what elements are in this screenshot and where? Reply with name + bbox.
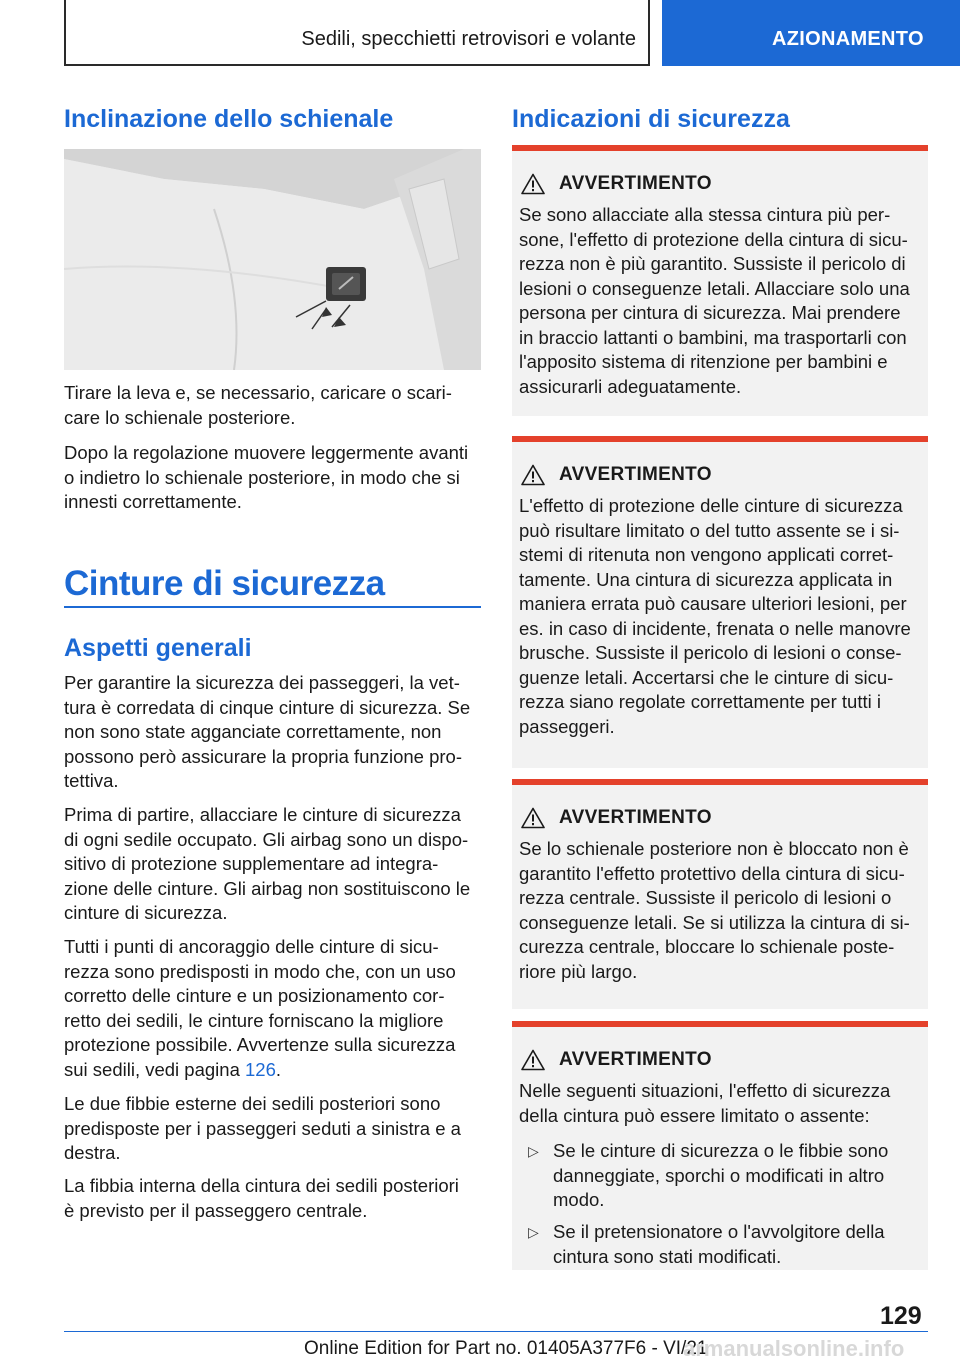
warning-text: L'effetto di protezione delle cinture di sicurezza può risultare limitato o del tutto assente se i si- stemi di ritenuta non vengono applicati corret- tamente. Una cintura di sicurezza applicata in maniera errata può causare ulteriori lesioni, per es. in caso di incidente, frenata o nelle manovre brusche. Sussiste il pericolo di lesioni o conse- guenze letali. Accertarsi che le cinture di sicu- rezza siano regolate correttamente per tutti i passeggeri. (519, 495, 911, 737)
warning-box-4 (512, 1021, 928, 1270)
warning-triangle-icon (521, 173, 545, 195)
header-chapter-tab (662, 0, 960, 66)
bullet-triangle-icon: ▷ (528, 1143, 539, 1159)
warning-text: Se lo schienale posteriore non è bloccato non è garantito l'effetto protettivo della cintura di sicu- rezza centrale. Sussiste il pericolo di lesioni o conseguenze letali. Se si utilizza la cintura di si- curezza centrale, bloccare lo schienale poste- riore più largo. (519, 838, 910, 982)
backrest-lever-illustration (64, 149, 481, 370)
seatbelts-heading: Cinture di sicurezza (64, 564, 385, 603)
backrest-paragraph-1: Tirare la leva e, se necessario, caricare o scari- care lo schienale posteriore. (64, 382, 452, 428)
warning-triangle-icon (521, 807, 545, 829)
warning-title: AVVERTIMENTO (559, 1049, 712, 1070)
general-heading: Aspetti generali (64, 634, 252, 662)
bullet-triangle-icon: ▷ (528, 1224, 539, 1240)
header-section-title: Sedili, specchietti retrovisori e volante (301, 28, 636, 50)
warning-text: Nelle seguenti situazioni, l'effetto di sicurezza della cintura può essere limitato o assente: (519, 1080, 891, 1126)
list-item (519, 1220, 923, 1270)
warning-title: AVVERTIMENTO (559, 464, 712, 485)
general-paragraph-3-end: . (275, 1058, 282, 1080)
warning-triangle-icon (521, 464, 545, 486)
header-section-box (64, 0, 650, 66)
general-paragraph-1: Per garantire la sicurezza dei passeggeri, la vet- tura è corredata di cinque cinture di sicurezza. Se non sono state agganciate correttamente, non possono però assicurare la propria funzione pro- tettiva. (64, 672, 471, 791)
list-item-text: Se il pretensionatore o l'avvolgitore della cintura sono stati modificati. (553, 1221, 885, 1267)
watermark: armanualsonline.info (683, 1336, 905, 1361)
warning-text: Se sono allacciate alla stessa cintura più per- sone, l'effetto di protezione della cintura di sicu- rezza non è più garantito. Sussiste il pericolo di lesioni o conseguenze letali. Allacciare solo una persona per cintura di sicurezza. Mai prendere in braccio lattanti o bambini, ma trasportarli con l'apposito sistema di ritenzione per bambini e assicurarli adeguatamente. (519, 204, 910, 397)
general-paragraph-5: La fibbia interna della cintura dei sedili posteriori è previsto per il passeggero centrale. (64, 1175, 459, 1221)
warning-bar (512, 1021, 928, 1027)
warning-bar (512, 436, 928, 442)
backrest-heading: Inclinazione dello schienale (64, 105, 394, 133)
general-paragraph-4: Le due fibbie esterne dei sedili posteriori sono predisposte per i passeggeri seduti a sinistra e a destra. (64, 1093, 461, 1163)
general-paragraph-3-text: Tutti i punti di ancoraggio delle cinture di sicu- rezza sono predisposti in modo che, con un uso corretto delle cinture e un posizionamento cor- retto dei sedili, le cinture forniscano la migliore protezione possibile. Avvertenze sulla sicurezza sui sedili, vedi pagina (64, 936, 456, 1080)
warning-bar (512, 145, 928, 151)
list-item-text: Se le cinture di sicurezza o le fibbie sono danneggiate, sporchi o modificati in altro modo. (553, 1140, 889, 1210)
list-item (519, 1139, 923, 1213)
warning-title: AVVERTIMENTO (559, 807, 712, 828)
header-chapter-label: AZIONAMENTO (772, 28, 924, 50)
backrest-paragraph-2: Dopo la regolazione muovere leggermente avanti o indietro lo schienale posteriore, in modo che si innesti correttamente. (64, 442, 469, 512)
page-number: 129 (880, 1302, 922, 1330)
seatbelts-heading-rule (64, 606, 481, 608)
warning-box-1 (512, 145, 928, 416)
warning-box-2 (512, 436, 928, 768)
warning-box-3 (512, 779, 928, 1009)
page-ref-link[interactable]: 126 (245, 1058, 276, 1080)
backrest-lever-photo (64, 149, 481, 370)
safety-heading: Indicazioni di sicurezza (512, 105, 790, 133)
footer-edition: Online Edition for Part no. 01405A377F6 - VI/21 (304, 1338, 708, 1359)
footer-rule (64, 1331, 928, 1332)
general-paragraph-2: Prima di partire, allacciare le cinture di sicurezza di ogni sedile occupato. Gli airbag sono un dispo- sitivo di protezione supplementare ad integra- zione delle cinture. Gli airbag non sostituiscono le cinture di sicurezza. (64, 804, 471, 923)
warning-triangle-icon (521, 1049, 545, 1071)
general-paragraph-3 (64, 935, 481, 1082)
warning-title: AVVERTIMENTO (559, 173, 712, 194)
warning-bar (512, 779, 928, 785)
